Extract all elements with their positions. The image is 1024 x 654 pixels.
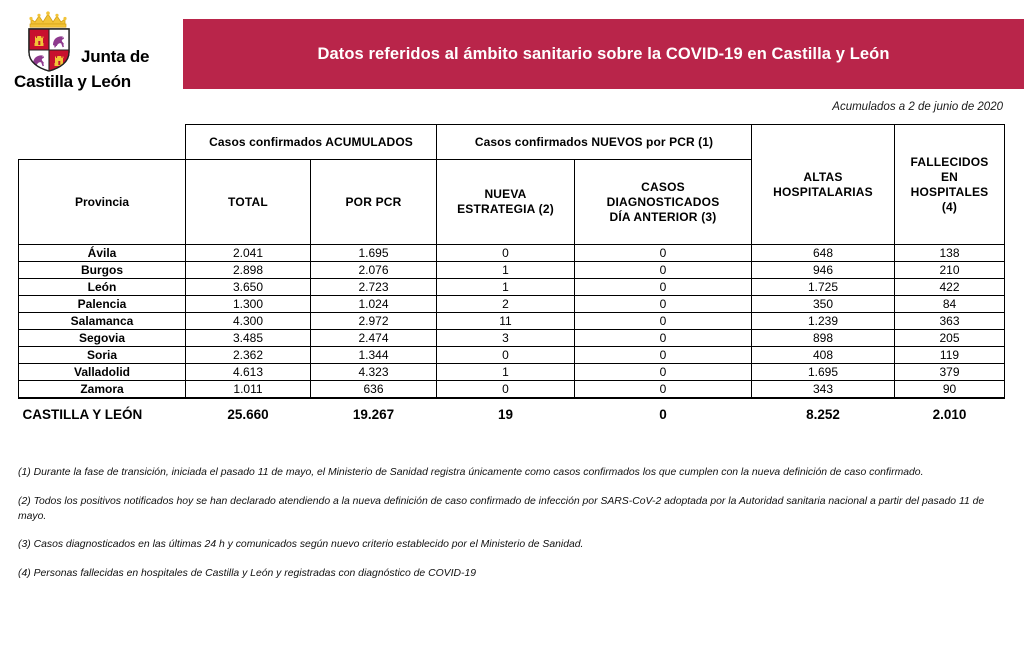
cell-provincia: Soria xyxy=(19,347,186,364)
cell-fallecidos: 119 xyxy=(895,347,1005,364)
logo-line-2: Castilla y León xyxy=(14,72,131,91)
cell-nueva-estrategia: 1 xyxy=(437,279,575,296)
total-cell-nueva-estrategia: 19 xyxy=(437,398,575,429)
column-header-fallecidos-line3: HOSPITALES xyxy=(910,184,989,199)
cell-por-pcr: 2.972 xyxy=(311,313,437,330)
cell-dia-anterior: 0 xyxy=(575,296,752,313)
cell-provincia: Zamora xyxy=(19,381,186,399)
cell-dia-anterior: 0 xyxy=(575,279,752,296)
cell-nueva-estrategia: 0 xyxy=(437,381,575,399)
group-header-acumulados: Casos confirmados ACUMULADOS xyxy=(186,125,437,160)
cell-total: 2.898 xyxy=(186,262,311,279)
junta-logo xyxy=(14,10,174,91)
group-header-row xyxy=(19,125,1005,160)
column-header-altas-line2: HOSPITALARIAS xyxy=(773,184,873,199)
column-header-altas-line1: ALTAS xyxy=(803,169,843,184)
footnote-4: (4) Personas fallecidas en hospitales de Castilla y León y registradas con diagnóstico de COVID-19 xyxy=(18,568,477,580)
covid-data-table xyxy=(18,124,1005,429)
accumulated-date-label: Acumulados a 2 de junio de 2020 xyxy=(832,101,1003,113)
total-cell-dia-anterior: 0 xyxy=(575,398,752,429)
column-header-altas-hospitalarias xyxy=(752,125,895,245)
cell-nueva-estrategia: 0 xyxy=(437,245,575,262)
cell-por-pcr: 1.344 xyxy=(311,347,437,364)
cell-total: 2.362 xyxy=(186,347,311,364)
table-row xyxy=(19,364,1005,381)
table-row xyxy=(19,262,1005,279)
cell-altas-hospitalarias: 1.239 xyxy=(752,313,895,330)
cell-altas-hospitalarias: 350 xyxy=(752,296,895,313)
cell-dia-anterior: 0 xyxy=(575,381,752,399)
total-cell-total: 25.660 xyxy=(186,398,311,429)
cell-provincia: Segovia xyxy=(19,330,186,347)
table-total-row xyxy=(19,398,1005,429)
cell-total: 4.613 xyxy=(186,364,311,381)
cell-altas-hospitalarias: 1.695 xyxy=(752,364,895,381)
footnote-2: (2) Todos los positivos notificados hoy se han declarado atendiendo a la nueva definición de caso confirmado de infección por SARS-CoV-2 adoptada por la Autoridad sanitaria nacional a partir del pasado 11 de mayo. xyxy=(18,495,985,522)
table-row xyxy=(19,347,1005,364)
logo-line-1: Junta de xyxy=(81,47,150,67)
cell-por-pcr: 636 xyxy=(311,381,437,399)
cell-fallecidos: 84 xyxy=(895,296,1005,313)
cell-fallecidos: 205 xyxy=(895,330,1005,347)
page-header xyxy=(0,0,1024,100)
cell-altas-hospitalarias: 343 xyxy=(752,381,895,399)
cell-fallecidos: 363 xyxy=(895,313,1005,330)
column-header-nueva-estrategia xyxy=(437,160,575,245)
cell-dia-anterior: 0 xyxy=(575,330,752,347)
cell-provincia: Burgos xyxy=(19,262,186,279)
footnote-1: (1) Durante la fase de transición, iniciada el pasado 11 de mayo, el Ministerio de Sanidad registra únicamente como casos confirmados los que cumplen con la nueva definición de caso confirmado. xyxy=(18,467,924,478)
table-row xyxy=(19,279,1005,296)
cell-por-pcr: 1.024 xyxy=(311,296,437,313)
column-header-nueva-line1: NUEVA xyxy=(484,187,527,201)
cell-fallecidos: 379 xyxy=(895,364,1005,381)
cell-fallecidos: 422 xyxy=(895,279,1005,296)
cell-nueva-estrategia: 3 xyxy=(437,330,575,347)
column-header-fallecidos-hospitales xyxy=(895,125,1005,245)
cell-dia-anterior: 0 xyxy=(575,347,752,364)
cell-provincia: León xyxy=(19,279,186,296)
cell-dia-anterior: 0 xyxy=(575,313,752,330)
cell-provincia: Salamanca xyxy=(19,313,186,330)
cell-total: 3.650 xyxy=(186,279,311,296)
cell-altas-hospitalarias: 898 xyxy=(752,330,895,347)
cell-nueva-estrategia: 1 xyxy=(437,364,575,381)
cell-altas-hospitalarias: 648 xyxy=(752,245,895,262)
total-label-cell: CASTILLA Y LEÓN xyxy=(19,398,186,429)
cell-por-pcr: 2.723 xyxy=(311,279,437,296)
junta-castilla-leon-crest-icon xyxy=(22,10,76,72)
cell-nueva-estrategia: 2 xyxy=(437,296,575,313)
cell-dia-anterior: 0 xyxy=(575,245,752,262)
column-header-fallecidos-line2: EN xyxy=(940,169,959,184)
cell-provincia: Valladolid xyxy=(19,364,186,381)
cell-por-pcr: 2.474 xyxy=(311,330,437,347)
cell-nueva-estrategia: 1 xyxy=(437,262,575,279)
total-cell-por-pcr: 19.267 xyxy=(311,398,437,429)
cell-por-pcr: 2.076 xyxy=(311,262,437,279)
table-row xyxy=(19,330,1005,347)
cell-dia-anterior: 0 xyxy=(575,262,752,279)
cell-dia-anterior: 0 xyxy=(575,364,752,381)
cell-por-pcr: 1.695 xyxy=(311,245,437,262)
cell-total: 3.485 xyxy=(186,330,311,347)
group-header-nuevos: Casos confirmados NUEVOS por PCR (1) xyxy=(437,125,752,160)
table-row xyxy=(19,313,1005,330)
table-row xyxy=(19,381,1005,399)
footnote-3: (3) Casos diagnosticados en las últimas 24 h y comunicados según nuevo criterio establecido por el Ministerio de Sanidad. xyxy=(18,539,584,551)
footnotes xyxy=(18,466,1006,596)
page-title: Datos referidos al ámbito sanitario sobre la COVID-19 en Castilla y León xyxy=(317,44,890,63)
table-row xyxy=(19,245,1005,262)
column-header-total: TOTAL xyxy=(186,160,311,245)
title-banner xyxy=(183,19,1024,89)
covid-table-container xyxy=(18,124,1004,429)
cell-altas-hospitalarias: 1.725 xyxy=(752,279,895,296)
column-header-nueva-line2: ESTRATEGIA (2) xyxy=(457,202,554,216)
total-cell-fallecidos: 2.010 xyxy=(895,398,1005,429)
cell-total: 4.300 xyxy=(186,313,311,330)
cell-por-pcr: 4.323 xyxy=(311,364,437,381)
cell-altas-hospitalarias: 946 xyxy=(752,262,895,279)
cell-nueva-estrategia: 0 xyxy=(437,347,575,364)
cell-total: 1.011 xyxy=(186,381,311,399)
column-header-diag-line2: DIAGNOSTICADOS xyxy=(606,194,720,209)
table-row xyxy=(19,296,1005,313)
column-header-fallecidos-line1: FALLECIDOS xyxy=(910,154,989,169)
column-header-provincia: Provincia xyxy=(19,160,186,245)
cell-fallecidos: 210 xyxy=(895,262,1005,279)
cell-provincia: Palencia xyxy=(19,296,186,313)
column-header-diag-line3: DÍA ANTERIOR (3) xyxy=(609,209,717,224)
group-header-spacer xyxy=(19,125,186,160)
cell-fallecidos: 90 xyxy=(895,381,1005,399)
column-header-por-pcr: POR PCR xyxy=(311,160,437,245)
column-header-fallecidos-line4: (4) xyxy=(941,199,958,214)
cell-total: 2.041 xyxy=(186,245,311,262)
cell-nueva-estrategia: 11 xyxy=(437,313,575,330)
cell-total: 1.300 xyxy=(186,296,311,313)
cell-fallecidos: 138 xyxy=(895,245,1005,262)
cell-provincia: Ávila xyxy=(19,245,186,262)
cell-altas-hospitalarias: 408 xyxy=(752,347,895,364)
table-head xyxy=(19,125,1005,245)
table-body xyxy=(19,245,1005,430)
total-cell-altas-hospitalarias: 8.252 xyxy=(752,398,895,429)
column-header-diag-line1: CASOS xyxy=(641,179,685,194)
column-header-dia-anterior xyxy=(575,160,752,245)
